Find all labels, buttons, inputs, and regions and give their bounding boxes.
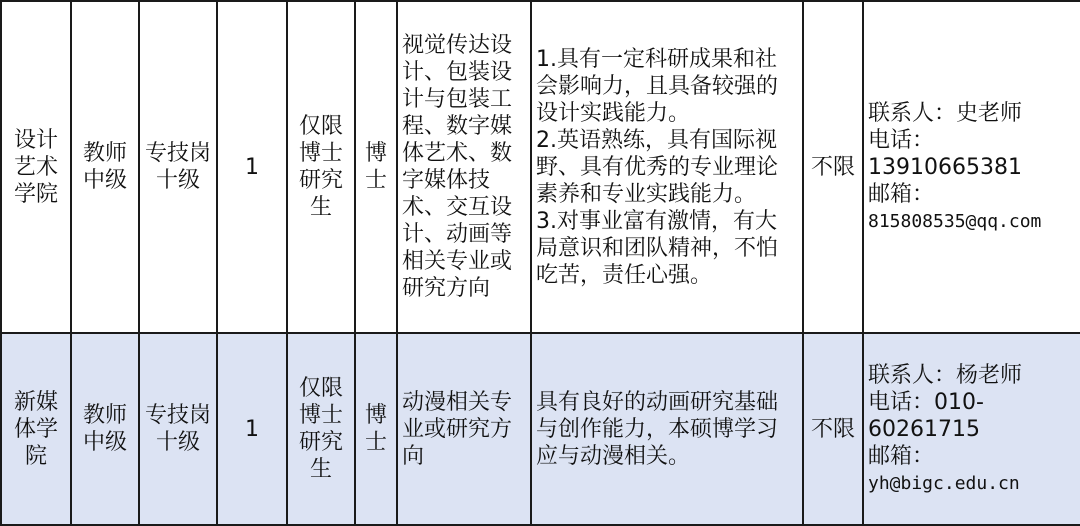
table-row [1,333,1080,525]
contact-cell [863,1,1080,333]
requirement-item: 2.英语熟练，具有国际视野、具有优秀的专业理论素养和专业实践能力。 [536,127,779,207]
requirement-item: 1.具有一定科研成果和社会影响力，且具备较强的设计实践能力。 [536,46,779,126]
college-cell: 设计艺术学院 [1,1,71,333]
contact-cell [863,333,1080,525]
contact-email[interactable]: yh@bigc.edu.cn [868,472,1020,494]
college-cell: 新媒体学院 [1,333,71,525]
major-cell: 动漫相关专业或研究方向 [397,333,531,525]
requirement-item: 3.对事业富有激情，有大局意识和团队精神，不怕吃苦，责任心强。 [536,208,779,288]
table-row [1,1,1080,333]
contact-email[interactable]: 815808535@qq.com [868,210,1042,232]
level-cell: 教师中级 [71,333,139,525]
requirements-cell [531,333,803,525]
age-cell: 不限 [803,1,863,333]
level-cell: 教师中级 [71,1,139,333]
count-cell: 1 [217,1,287,333]
post-cell: 专技岗十级 [139,1,217,333]
education-cell: 仅限博士研究生 [287,333,355,525]
contact-phone-label: 电话： [868,127,935,153]
contact-email-label: 邮箱： [868,181,935,207]
degree-cell: 博士 [355,333,397,525]
requirement-item: 具有良好的动画研究基础与创作能力，本硕博学习应与动漫相关。 [536,389,779,469]
post-cell: 专技岗十级 [139,333,217,525]
contact-person: 联系人：史老师 [868,100,1023,126]
contact-phone: 60261715 [868,416,980,442]
degree-cell: 博士 [355,1,397,333]
contact-phone: 13910665381 [868,154,1022,180]
contact-person: 联系人：杨老师 [868,362,1023,388]
major-cell: 视觉传达设计、包装设计与包装工程、数字媒体艺术、数字媒体技术、交互设计、动画等相关专业或研究方向 [397,1,531,333]
education-cell: 仅限博士研究生 [287,1,355,333]
requirements-cell [531,1,803,333]
contact-phone-label: 电话：010- [868,389,984,415]
count-cell: 1 [217,333,287,525]
contact-email-label: 邮箱： [868,443,935,469]
age-cell: 不限 [803,333,863,525]
